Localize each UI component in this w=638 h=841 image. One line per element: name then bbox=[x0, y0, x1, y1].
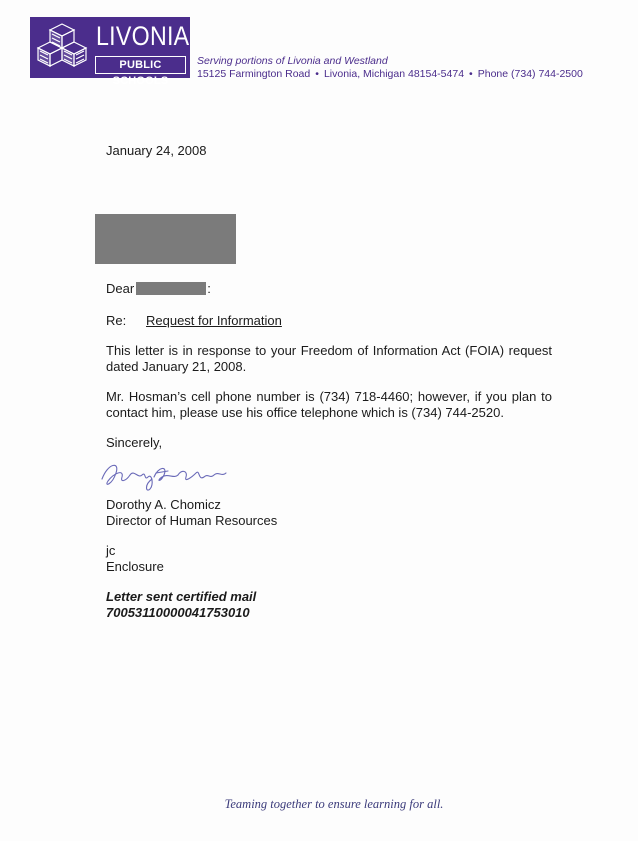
street-address: 15125 Farmington Road bbox=[197, 68, 311, 80]
body-paragraph: This letter is in response to your Freedom of Information Act (FOIA) request dated January 21, 2008. bbox=[106, 343, 552, 374]
city-state-zip: Livonia, Michigan 48154-5474 bbox=[323, 68, 465, 80]
separator-dot: • bbox=[469, 68, 473, 80]
signer-title: Director of Human Resources bbox=[106, 513, 278, 528]
district-logo bbox=[30, 17, 190, 87]
handwritten-signature bbox=[98, 455, 240, 497]
enclosure-note: Enclosure bbox=[106, 559, 164, 574]
footer-motto: Teaming together to ensure learning for all. bbox=[224, 797, 444, 811]
redacted-recipient-address bbox=[95, 214, 236, 264]
subject-label: Re: bbox=[106, 313, 127, 328]
closing: Sincerely, bbox=[106, 435, 163, 450]
certified-mail-note: Letter sent certified mail bbox=[106, 589, 257, 604]
salutation-prefix: Dear bbox=[106, 281, 135, 296]
redacted-recipient-name bbox=[136, 282, 206, 295]
org-phone: Phone (734) 744-2500 bbox=[477, 68, 583, 80]
subject-line bbox=[106, 313, 282, 329]
salutation bbox=[106, 281, 211, 297]
tracking-number: 70053110000041753010 bbox=[106, 605, 250, 620]
letter-date: January 24, 2008 bbox=[106, 143, 207, 158]
logo-name: LIVONIA bbox=[96, 21, 190, 51]
org-address-line bbox=[197, 68, 583, 80]
typist-initials: jc bbox=[106, 543, 116, 558]
cubes-logo-icon bbox=[34, 21, 90, 77]
body-paragraph: Mr. Hosman’s cell phone number is (734) 718-4460; however, if you plan to contact him, please use his office telephone which is (734) 744-2520. bbox=[106, 389, 552, 420]
org-tagline: Serving portions of Livonia and Westland bbox=[197, 55, 388, 67]
salutation-suffix: : bbox=[207, 281, 211, 296]
logo-subtitle: PUBLIC SCHOOLS bbox=[95, 56, 186, 74]
separator-dot: • bbox=[315, 68, 319, 80]
subject-text: Request for Information bbox=[146, 313, 282, 328]
signer-name: Dorothy A. Chomicz bbox=[106, 497, 221, 512]
